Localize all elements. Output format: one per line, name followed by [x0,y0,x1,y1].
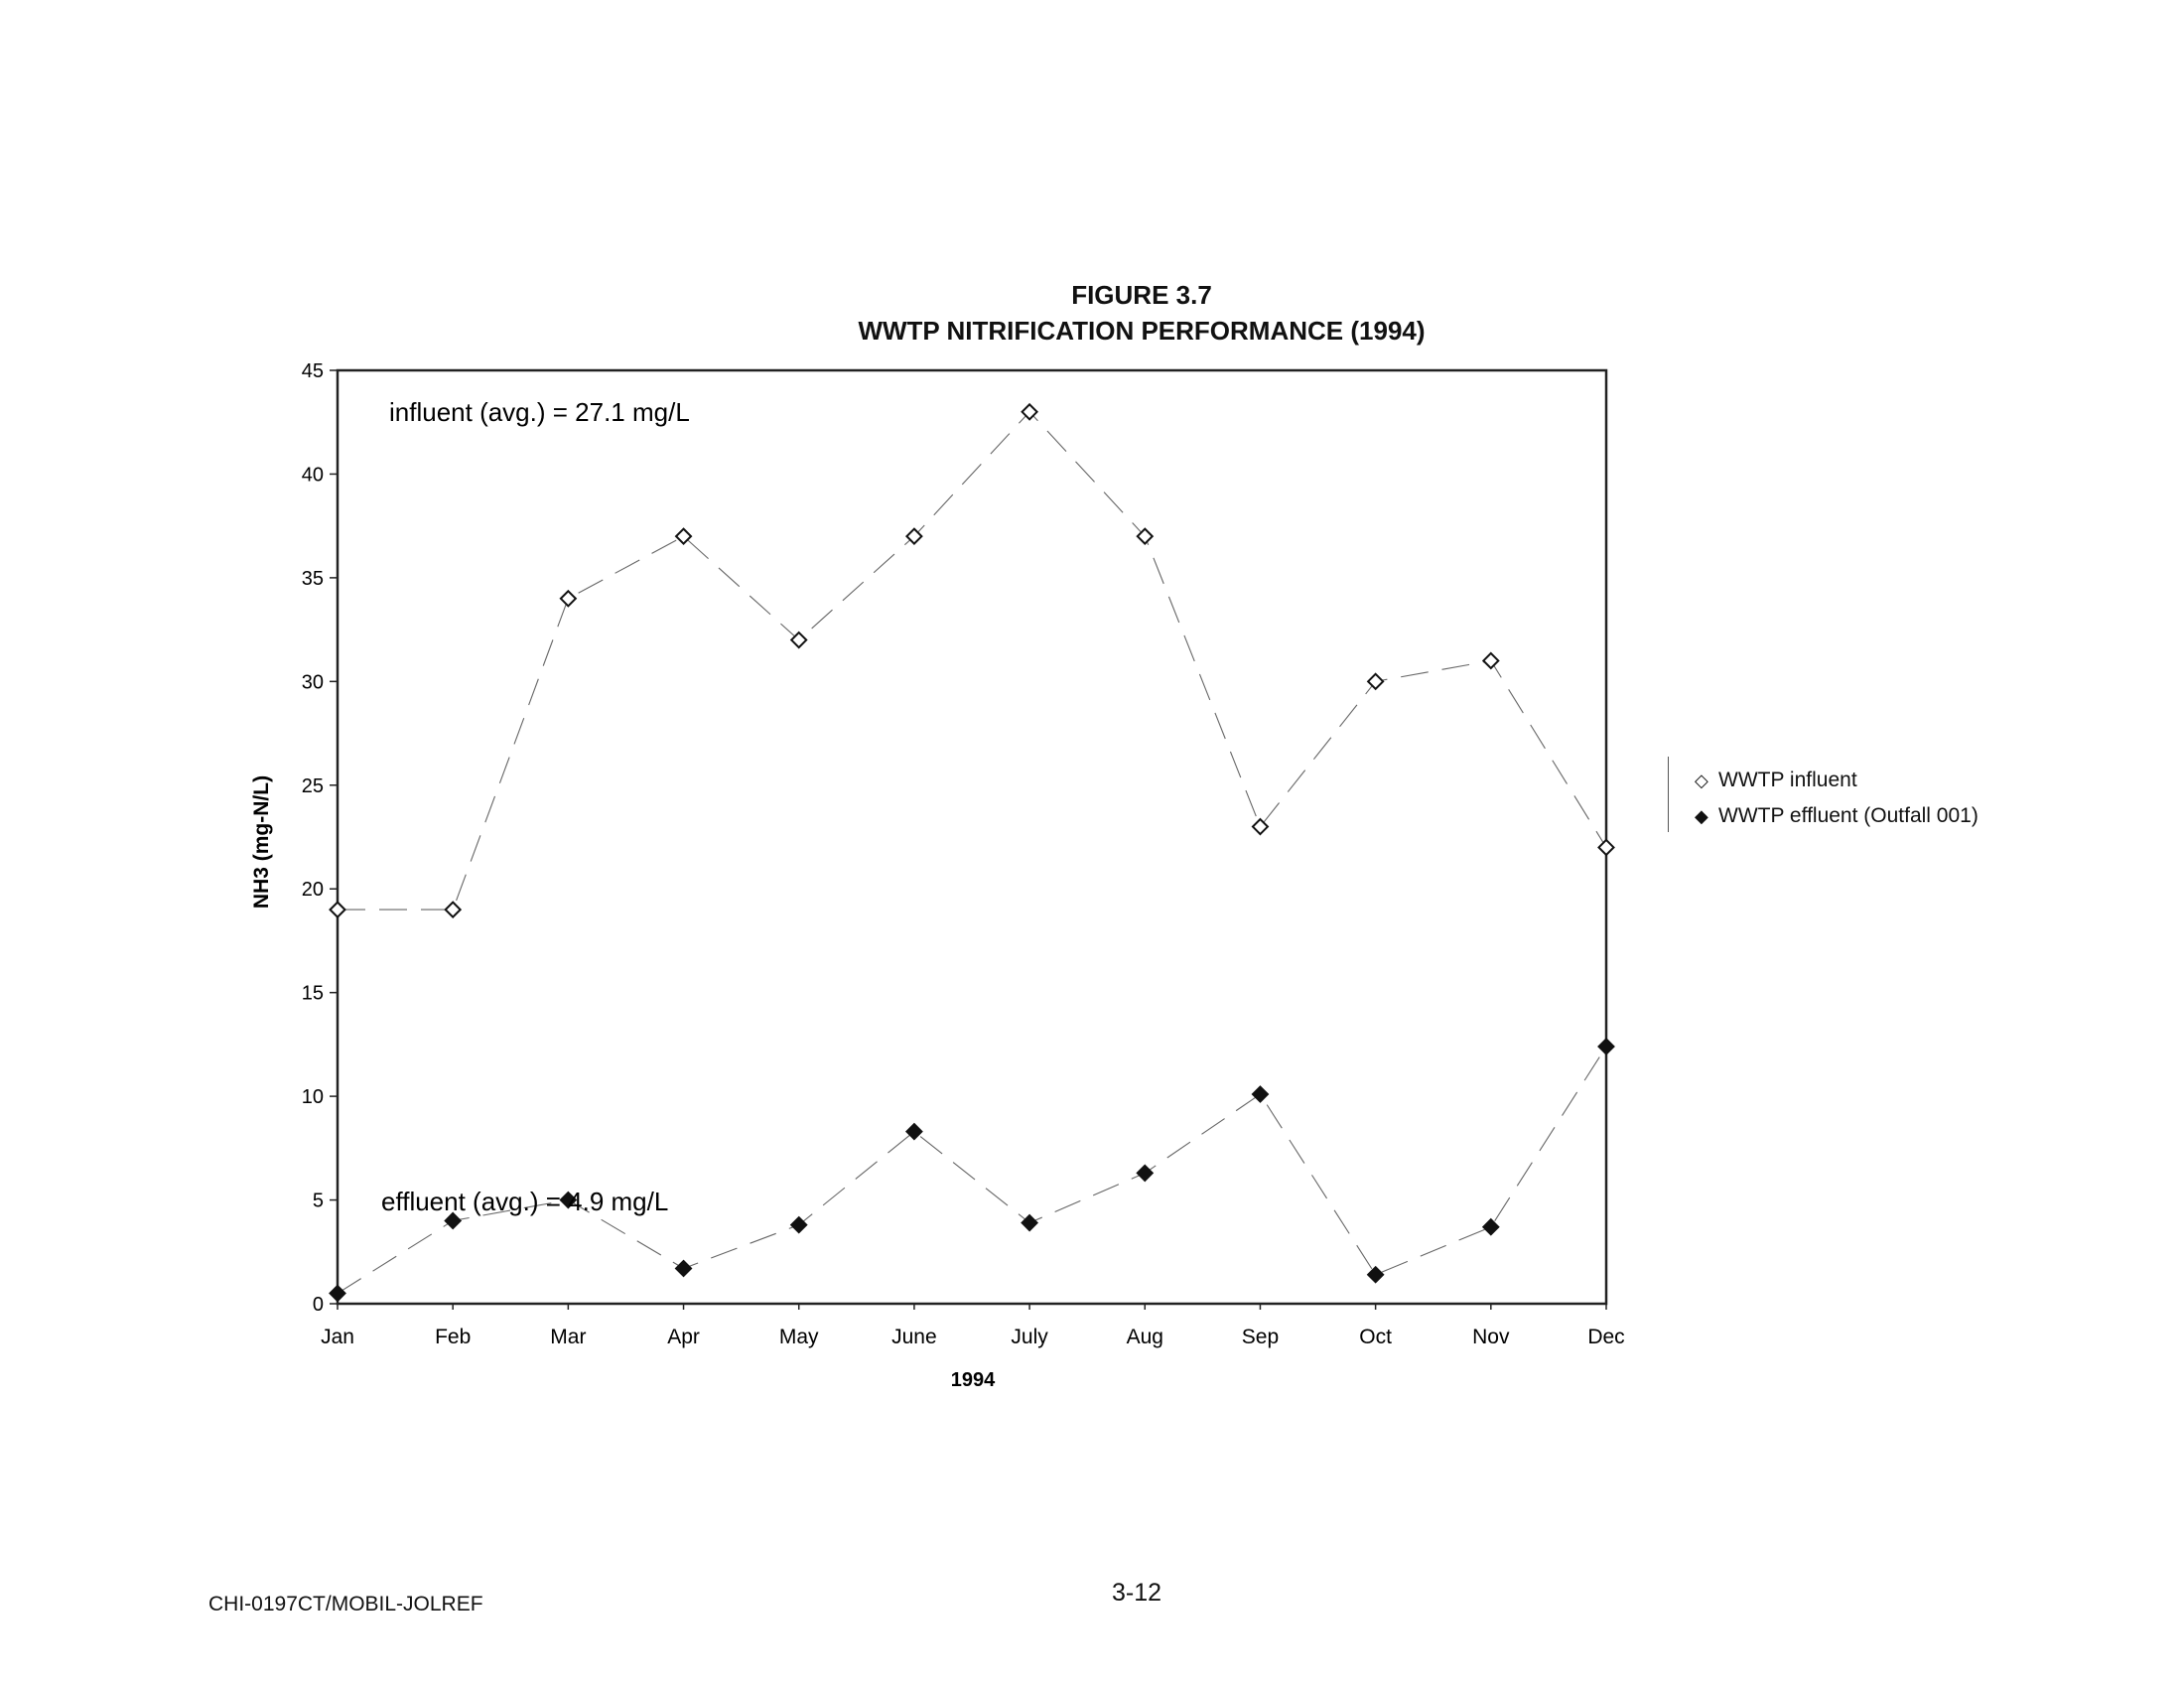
series-line-effluent [338,1047,1606,1294]
open-diamond-icon: ◇ [1695,771,1708,790]
plot-area-frame [338,370,1606,1304]
x-axis [321,1304,1625,1348]
y-tick-label: 30 [301,671,324,694]
x-tick-label: Oct [1359,1326,1392,1348]
x-axis-label: 1994 [950,1369,996,1391]
legend-label-effluent: WWTP effluent (Outfall 001) [1718,804,1979,827]
legend-item-influent [1695,769,1857,792]
effluent-average-annotation: effluent (avg.) = 4.9 mg/L [381,1187,669,1216]
influent-point [331,903,345,917]
legend-label-influent: WWTP influent [1718,769,1857,791]
y-tick-label: 10 [301,1086,324,1109]
y-tick-label: 20 [301,879,324,902]
effluent-point [906,1124,921,1139]
document-id: CHI-0197CT/MOBIL-JOLREF [208,1593,483,1615]
effluent-point [1023,1215,1037,1230]
y-tick-label: 45 [301,360,324,382]
effluent-point [676,1261,691,1276]
x-tick-label: Aug [1126,1326,1163,1348]
x-tick-label: Feb [435,1326,472,1348]
effluent-point [1368,1267,1383,1282]
effluent-point [1253,1087,1268,1102]
y-tick-label: 40 [301,464,324,487]
x-tick-label: May [778,1326,819,1348]
effluent-point [1138,1166,1153,1181]
x-tick-label: Sep [1241,1326,1280,1348]
y-tick-label: 15 [301,982,324,1005]
influent-point [1368,674,1383,689]
x-tick-label: July [1011,1326,1048,1348]
x-tick-label: Mar [550,1326,587,1348]
effluent-point [1599,1039,1614,1053]
y-axis-label: NH3 (mg-N/L) [250,774,273,910]
influent-point [561,591,576,606]
x-tick-label: Nov [1472,1326,1510,1348]
series-lines [338,412,1606,1294]
chart-legend [1668,757,1979,832]
series-markers [331,404,1614,1301]
effluent-point [331,1286,345,1301]
x-tick-label: Dec [1587,1326,1625,1348]
y-axis [302,360,338,1316]
y-tick-label: 0 [312,1294,324,1316]
influent-point [1599,840,1614,855]
y-tick-label: 25 [301,774,324,797]
influent-point [1253,819,1268,834]
figure-number: FIGURE 3.7 [1071,280,1212,310]
series-line-influent [338,412,1606,910]
y-tick-label: 35 [301,567,324,590]
page-number: 3-12 [1112,1579,1162,1607]
x-tick-label: Apr [667,1326,700,1348]
filled-diamond-icon: ◆ [1695,806,1708,826]
x-tick-label: Jan [321,1326,354,1348]
influent-point [446,903,461,917]
effluent-point [1483,1219,1498,1234]
figure-title: WWTP NITRIFICATION PERFORMANCE (1994) [858,316,1426,346]
x-tick-label: June [891,1326,937,1348]
influent-average-annotation: influent (avg.) = 27.1 mg/L [389,397,690,427]
influent-point [1483,653,1498,668]
y-tick-label: 5 [312,1190,324,1212]
effluent-point [791,1217,806,1232]
legend-item-effluent [1695,804,1979,828]
